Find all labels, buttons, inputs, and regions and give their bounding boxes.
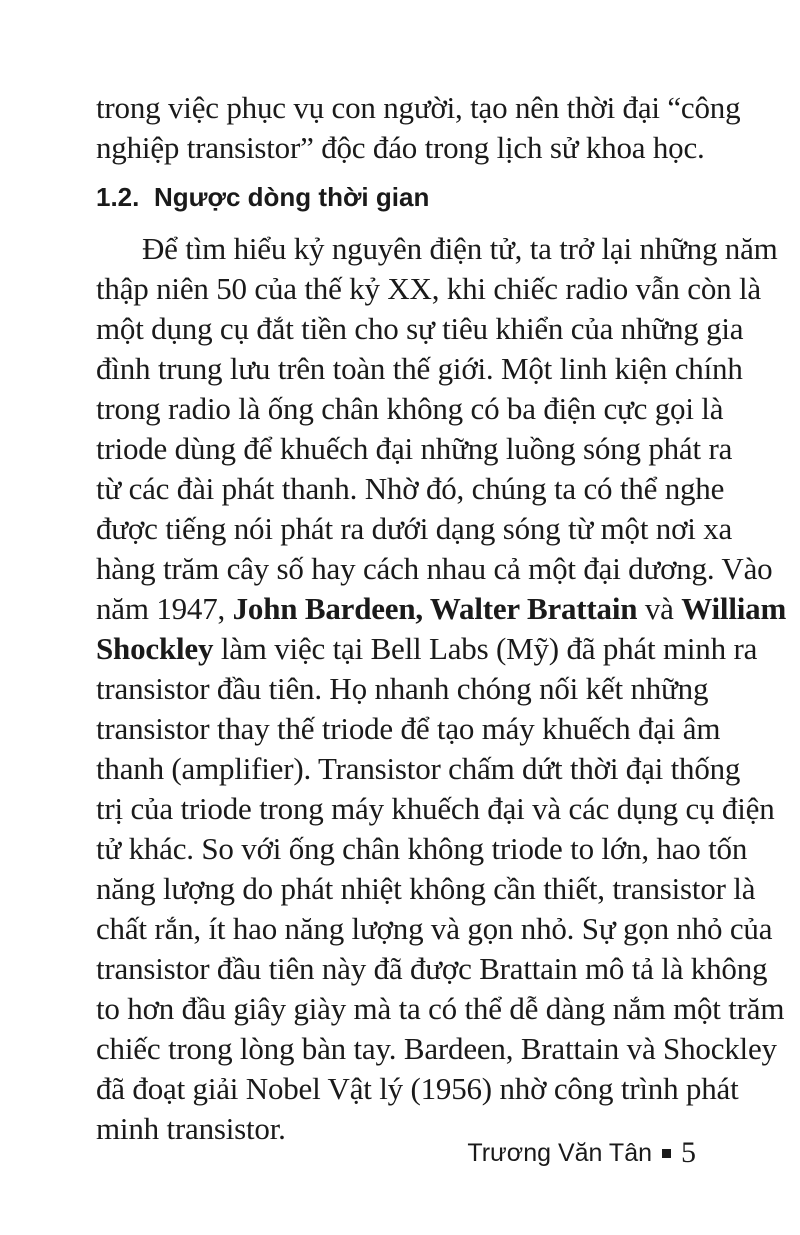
- text-line-inventors: [96, 589, 787, 629]
- inventor-name: William: [681, 591, 787, 626]
- text-line: từ các đài phát thanh. Nhờ đó, chúng ta có thể nghe: [96, 471, 725, 506]
- text-line: transistor đầu tiên này đã được Brattain mô tả là không: [96, 951, 768, 986]
- text-line: thập niên 50 của thế kỷ XX, khi chiếc radio vẫn còn là: [96, 271, 761, 306]
- text-fragment: làm việc tại Bell Labs (Mỹ) đã phát minh ra: [213, 631, 758, 666]
- section-number: 1.2.: [96, 182, 140, 212]
- text-line-shockley: [96, 629, 758, 669]
- text-line: Để tìm hiểu kỷ nguyên điện tử, ta trở lại những năm: [142, 231, 778, 266]
- text-line: hàng trăm cây số hay cách nhau cả một đại dương. Vào: [96, 551, 773, 586]
- inventor-name: Shockley: [96, 631, 214, 666]
- intro-paragraph: [96, 88, 741, 168]
- text-line: thanh (amplifier). Transistor chấm dứt thời đại thống: [96, 751, 741, 786]
- text-line: chiếc trong lòng bàn tay. Bardeen, Brattain và Shockley: [96, 1031, 777, 1066]
- inventor-names: John Bardeen, Walter Brattain: [232, 591, 638, 626]
- text-line: transistor thay thế triode để tạo máy khuếch đại âm: [96, 711, 721, 746]
- text-line: một dụng cụ đắt tiền cho sự tiêu khiển của những gia: [96, 311, 744, 346]
- text-line: đã đoạt giải Nobel Vật lý (1956) nhờ công trình phát: [96, 1071, 739, 1106]
- page-footer: [467, 1137, 696, 1169]
- text-line: đình trung lưu trên toàn thế giới. Một linh kiện chính: [96, 351, 743, 386]
- body-paragraph: [96, 229, 787, 1149]
- text-line: minh transistor.: [96, 1111, 286, 1146]
- section-heading: [96, 180, 429, 214]
- text-fragment: và: [637, 591, 682, 626]
- text-line: triode dùng để khuếch đại những luồng sóng phát ra: [96, 431, 733, 466]
- square-bullet-icon: [662, 1149, 671, 1158]
- text-line: trong việc phục vụ con người, tạo nên thời đại “công: [96, 90, 741, 125]
- section-title: Ngược dòng thời gian: [154, 182, 430, 212]
- text-line: được tiếng nói phát ra dưới dạng sóng từ một nơi xa: [96, 511, 733, 546]
- text-line: tử khác. So với ống chân không triode to lớn, hao tốn: [96, 831, 748, 866]
- text-line: năng lượng do phát nhiệt không cần thiết, transistor là: [96, 871, 756, 906]
- text-line: chất rắn, ít hao năng lượng và gọn nhỏ. Sự gọn nhỏ của: [96, 911, 773, 946]
- text-line: nghiệp transistor” độc đáo trong lịch sử khoa học.: [96, 130, 705, 165]
- text-line: transistor đầu tiên. Họ nhanh chóng nối kết những: [96, 671, 709, 706]
- text-line: to hơn đầu giây giày mà ta có thể dễ dàng nắm một trăm: [96, 991, 785, 1026]
- text-line: trị của triode trong máy khuếch đại và các dụng cụ điện: [96, 791, 775, 826]
- author-name: Trương Văn Tân: [467, 1139, 652, 1167]
- page-number: 5: [681, 1136, 696, 1169]
- text-line: trong radio là ống chân không có ba điện cực gọi là: [96, 391, 724, 426]
- text-fragment: năm 1947,: [96, 591, 233, 626]
